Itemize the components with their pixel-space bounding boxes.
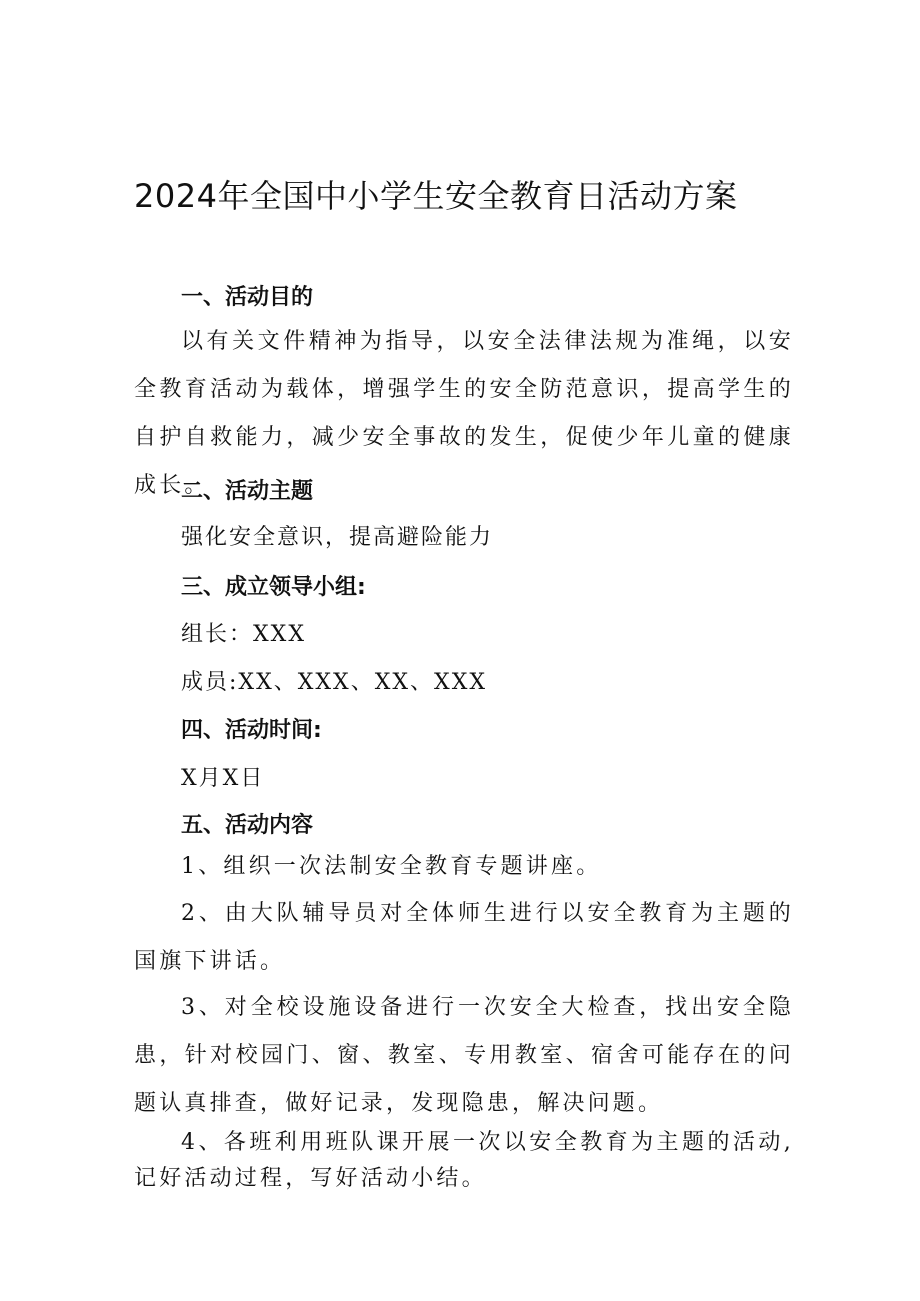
document-title: 2024年全国中小学生安全教育日活动方案	[134, 177, 738, 215]
section-heading-time: 四、活动时间:	[181, 718, 322, 743]
section-heading-purpose: 一、活动目的	[181, 285, 314, 310]
content-item-4: 4、各班利用班队课开展一次以安全教育为主题的活动,记好活动过程，写好活动小结。	[134, 1130, 794, 1191]
section-heading-theme: 二、活动主题	[181, 479, 314, 504]
members-line: 成员:XX、XXX、XX、XXX	[181, 670, 488, 695]
content-item-3: 3、对全校设施设备进行一次安全大检查，找出安全隐患，针对校园门、窗、教室、专用教室、宿舍可能存在的问题认真排查，做好记录，发现隐患，解决问题。	[134, 995, 794, 1116]
section-heading-content: 五、活动内容	[181, 813, 314, 838]
content-item-2: 2、由大队辅导员对全体师生进行以安全教育为主题的国旗下讲话。	[134, 901, 794, 974]
section-body-time: X月X日	[181, 766, 265, 791]
content-item-1: 1、组织一次法制安全教育专题讲座。	[181, 854, 602, 879]
leader-line: 组长：XXX	[181, 622, 306, 647]
section-heading-leadership: 三、成立领导小组:	[181, 575, 366, 600]
section-body-purpose: 以有关文件精神为指导，以安全法律法规为准绳，以安全教育活动为载体，增强学生的安全防范意识，提高学生的自护自救能力，减少安全事故的发生，促使少年儿童的健康成长。	[134, 329, 794, 498]
section-body-theme: 强化安全意识，提高避险能力	[181, 525, 494, 550]
